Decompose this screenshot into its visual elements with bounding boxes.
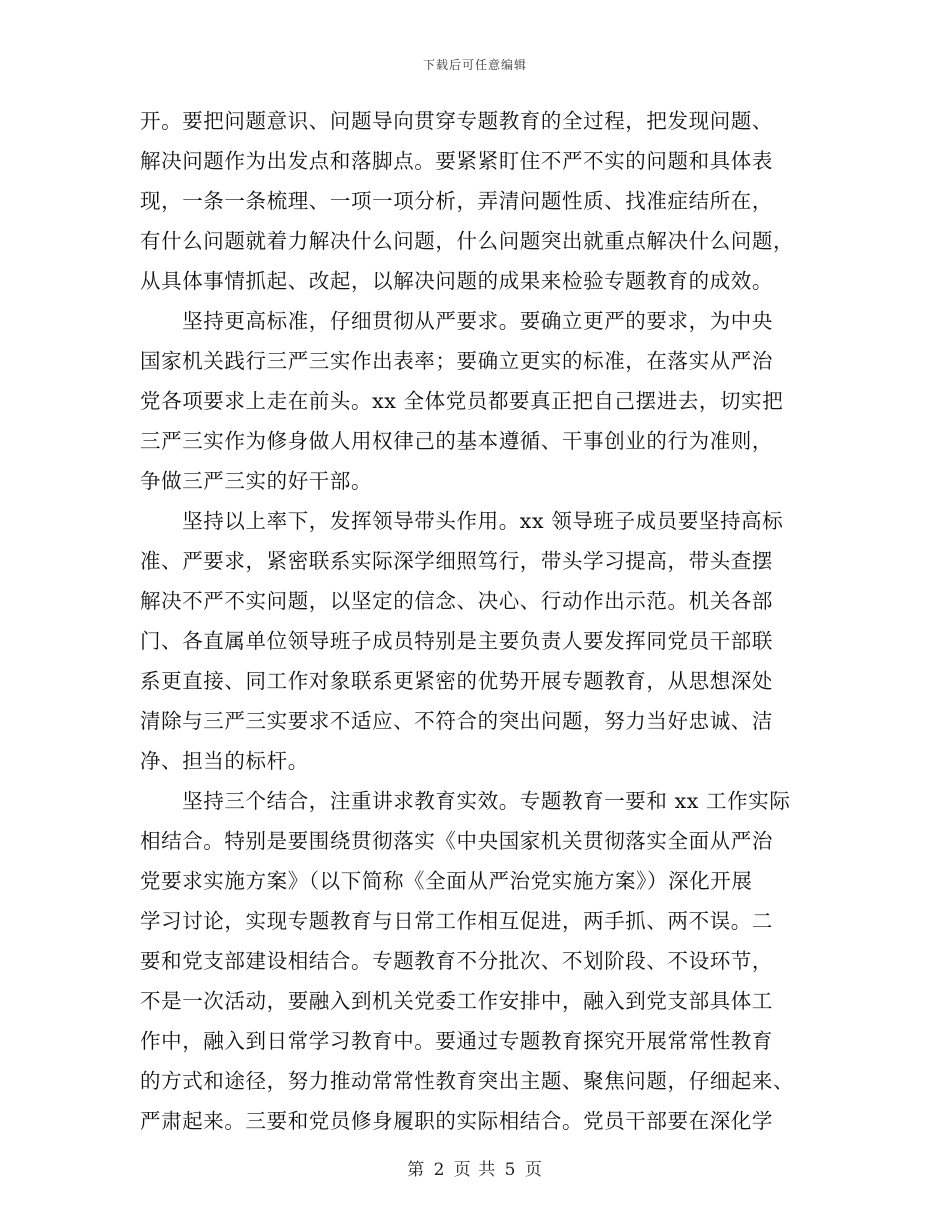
text-line: 开。要把问题意识、问题导向贯穿专题教育的全过程，把发现问题、 bbox=[140, 109, 773, 133]
text-line: 坚持以上率下，发挥领导带头作用。xx 领导班子成员要坚持高标 bbox=[140, 509, 784, 533]
text-line: 严肃起来。三要和党员修身履职的实际相结合。党员干部要在深化学 bbox=[140, 1109, 773, 1133]
text-line: 党要求实施方案》（以下简称《全面从严治党实施方案》）深化开展 bbox=[140, 869, 753, 893]
page-header-note: 下载后可任意编辑 bbox=[422, 58, 527, 72]
text-line: 坚持更高标准，仔细贯彻从严要求。要确立更严的要求，为中央 bbox=[140, 309, 773, 333]
footer-suffix: 页 bbox=[524, 1160, 543, 1180]
footer-prefix: 第 bbox=[407, 1160, 426, 1180]
text-line: 解决问题作为出发点和落脚点。要紧紧盯住不严不实的问题和具体表 bbox=[140, 149, 773, 173]
text-line: 三严三实作为修身做人用权律己的基本遵循、干事创业的行为准则， bbox=[140, 429, 773, 453]
text-line: 有什么问题就着力解决什么问题，什么问题突出就重点解决什么问题， bbox=[140, 229, 795, 253]
text-line: 相结合。特别是要围绕贯彻落实《中央国家机关贯彻落实全面从严治 bbox=[140, 829, 773, 853]
document-body bbox=[140, 101, 812, 1141]
text-line: 系更直接、同工作对象联系更紧密的优势开展专题教育，从思想深处 bbox=[140, 669, 773, 693]
text-line: 要和党支部建设相结合。专题教育不分批次、不划阶段、不设环节， bbox=[140, 949, 773, 973]
text-line: 学习讨论，实现专题教育与日常工作相互促进，两手抓、两不误。二 bbox=[140, 909, 773, 933]
text-line: 的方式和途径，努力推动常常性教育突出主题、聚焦问题，仔细起来、 bbox=[140, 1069, 795, 1093]
text-line: 门、各直属单位领导班子成员特别是主要负责人要发挥同党员干部联 bbox=[140, 629, 773, 653]
text-line: 现，一条一条梳理、一项一项分析，弄清问题性质、找准症结所在， bbox=[140, 189, 773, 213]
text-line: 清除与三严三实要求不适应、不符合的突出问题，努力当好忠诚、洁 bbox=[140, 709, 773, 733]
text-line: 作中，融入到日常学习教育中。要通过专题教育探究开展常常性教育 bbox=[140, 1029, 773, 1053]
text-line: 坚持三个结合，注重讲求教育实效。专题教育一要和 xx 工作实际 bbox=[140, 789, 791, 813]
text-line: 党各项要求上走在前头。xx 全体党员都要真正把自己摆进去，切实把 bbox=[140, 389, 784, 413]
text-line: 国家机关践行三严三实作出表率；要确立更实的标准，在落实从严治 bbox=[140, 349, 773, 373]
text-line: 不是一次活动，要融入到机关党委工作安排中，融入到党支部具体工 bbox=[140, 989, 773, 1013]
text-line: 从具体事情抓起、改起，以解决问题的成果来检验专题教育的成效。 bbox=[140, 269, 773, 293]
text-line: 争做三严三实的好干部。 bbox=[140, 469, 373, 493]
text-line: 准、严要求，紧密联系实际深学细照笃行，带头学习提高，带头查摆 bbox=[140, 549, 773, 573]
text-line: 净、担当的标杆。 bbox=[140, 749, 309, 773]
current-page-number: 2 bbox=[433, 1160, 446, 1180]
footer-mid: 页 共 bbox=[453, 1160, 497, 1180]
page-footer bbox=[0, 1155, 950, 1180]
total-page-number: 5 bbox=[504, 1160, 517, 1180]
text-line: 解决不严不实问题，以坚定的信念、决心、行动作出示范。机关各部 bbox=[140, 589, 773, 613]
